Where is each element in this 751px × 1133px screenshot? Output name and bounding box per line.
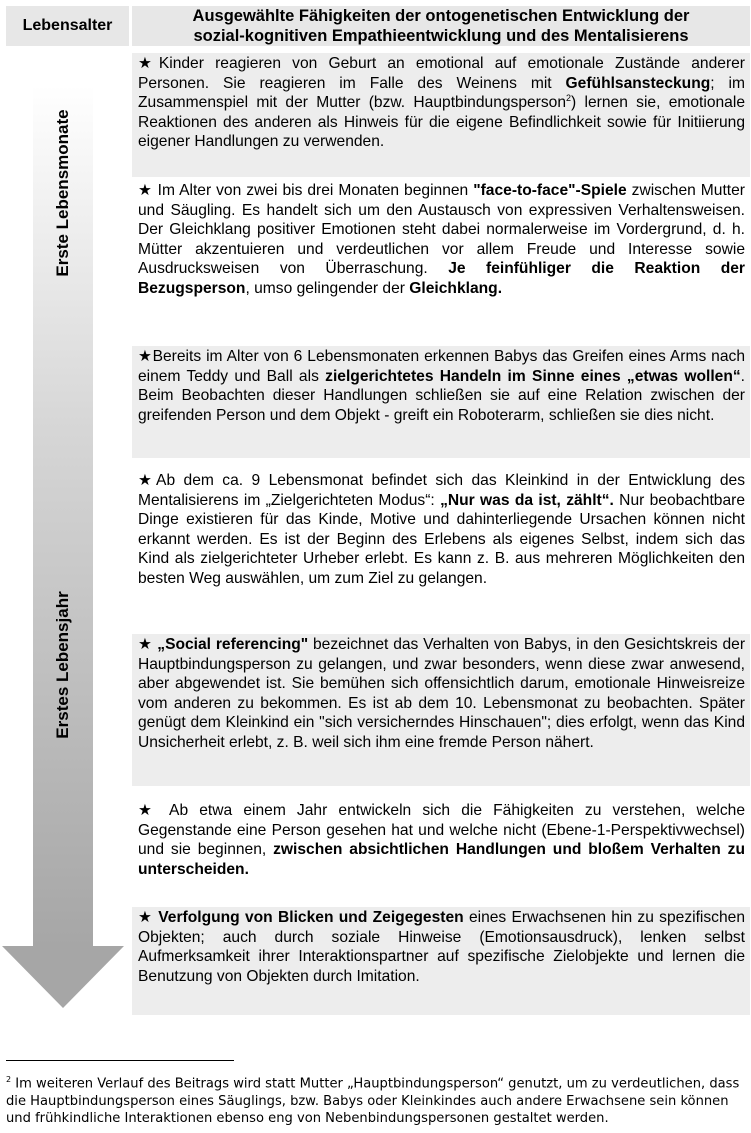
ability-block-text: [138, 347, 745, 425]
body-text: ; im Zusammenspiel mit der Mutter (bzw. Hauptbindungsperson: [138, 74, 745, 112]
stage-label-first-year: Erstes Lebensjahr: [53, 591, 72, 739]
body-text: ★ Ab etwa einem Jahr entwickeln sich die Fähigkeiten zu verstehen, welche Gegenstande eine Person gesehen hat und welche nicht (Ebene-1-Perspektivwechsel) und sie beginnen,: [138, 802, 745, 859]
emphasis-text: „Nur was da ist, zählt“.: [440, 491, 614, 509]
footnote: [6, 1071, 751, 1128]
emphasis-text: zielgerichtetes Handeln im Sinne eines „etwas wollen“: [325, 367, 741, 385]
ability-block-6: [132, 800, 750, 898]
ability-block-1: [132, 53, 750, 177]
timeline-arrow-head: [2, 946, 124, 1008]
body-text: ★Kinder reagieren von Geburt an emotional auf emotionale Zustände anderer Personen. Sie reagieren im Falle des Weinens mit: [138, 55, 745, 92]
body-text: zwischen Mutter und Säugling. Es handelt sich um den Austausch von expressiven Verhaltensweisen. Der Gleichklang positiver Emotionen steht dabei normalerweise im Vordergrund, d. h. Mütter akzentuieren und verdeutlichen vor allem Freude und Interesse sowie Ausdrucksweisen von Überraschung.: [138, 182, 745, 278]
ability-block-2: [132, 180, 750, 334]
body-text: bezeichnet das Verhalten von Babys, in den Gesichtskreis der Hauptbindungsperson zu gelangen, und zwar besonders, wenn diese zwar anwesend, aber abgewendet ist. Sie bemühen sich offensichtlich darum, emotionale Hinweisreize vom anderen zu bekommen. Es ist ab dem 10. Lebensmonat zu beobachten. Später genügt dem Kleinkind ein "sich versicherndes Hinschauen"; dies erfolgt, wenn das Kind Unsicherheit erlebt, z. B. weil sich ihm eine fremde Person nähert.: [138, 636, 746, 751]
body-text: , umso gelingender der: [245, 279, 410, 297]
emphasis-text: Gleichklang.: [409, 279, 503, 297]
footnote-text: Im weiteren Verlauf des Beitrags wird statt Mutter „Hauptbindungsperson“ genutzt, um zu verdeutlichen, dass die Hauptbindungsperson eines Säuglings, bzw. Babys oder Kleinkindes auch andere Erwachsene sein können und frühkindliche Interaktionen ebenso eng von Nebenbindungspersonen gestaltet werden.: [6, 1076, 740, 1127]
body-text: Nur beobachtbare Dinge existieren für das Kinde, Motive und dahinterliegende Ursachen können nicht erkannt werden. Es ist der Beginn des Erlebens als eigenes Selbst, indem sich das Kind als zielgerichteter Urheber erlebt. Es kann z. B. aus mehreren Möglichkeiten den besten Weg auswählen, um zum Ziel zu gelangen.: [138, 491, 745, 587]
ability-block-4: [132, 470, 750, 622]
footnote-marker: 2: [6, 1075, 12, 1084]
emphasis-text: zwischen absichtlichen Handlungen und bloßem Verhalten zu unterscheiden.: [138, 841, 745, 878]
body-text: . Beim Beobachten dieser Handlungen schließen sie auf eine Relation zwischen der greifenden Person und dem Objekt - greift ein Roboterarm, schließen sie dies nicht.: [138, 367, 745, 424]
column-header-abilities-line1: Ausgewählte Fähigkeiten der ontogenetischen Entwicklung der: [192, 7, 690, 25]
column-header-abilities: [132, 6, 750, 46]
body-text: ★: [138, 909, 159, 926]
emphasis-text: Je feinfühliger die Reaktion der Bezugsperson: [138, 260, 745, 297]
emphasis-text: Gefühlsansteckung: [565, 74, 711, 92]
footnote-divider: [6, 1060, 234, 1061]
ability-block-text: [138, 908, 745, 986]
ability-block-text: [138, 54, 745, 152]
column-header-age-label: Lebensalter: [22, 17, 113, 34]
ability-block-text: [138, 801, 745, 879]
emphasis-text: Verfolgung von Blicken und Zeigegesten: [158, 909, 464, 926]
body-text: eines Erwachsenen hin zu spezifischen Objekten; auch durch soziale Hinweise (Emotionsausdruck), lenken selbst Aufmerksamkeit ihrer Interaktionspartner auf spezifische Zielobjekte und lernen die Benutzung von Objekten durch Imitation.: [138, 909, 745, 985]
ability-block-text: [138, 181, 745, 299]
column-header-abilities-line2: sozial-kognitiven Empathieentwicklung und des Mentalisierens: [193, 27, 689, 45]
ability-block-5: [132, 634, 750, 786]
ability-block-text: [138, 635, 745, 753]
emphasis-text: "face-to-face"-Spiele: [473, 182, 627, 199]
body-text: ★ Im Alter von zwei bis drei Monaten beginnen: [138, 182, 474, 199]
ability-block-7: [132, 907, 750, 1015]
ability-block-text: [138, 471, 745, 589]
stage-label-first-months: Erste Lebensmonate: [53, 109, 72, 277]
body-text: ★Bereits im Alter von 6 Lebensmonaten erkennen Babys das Greifen eines Arms nach einem Teddy und Ball als: [138, 348, 745, 385]
body-text: ) lernen sie, emotionale Reaktionen des anderen als Hinweis für die eigene Befindlichkeit sowie für Initiierung eigener Handlungen zu verwenden.: [138, 94, 745, 151]
emphasis-text: „Social referencing": [157, 636, 309, 653]
ability-block-3: [132, 346, 750, 458]
body-text: ★Ab dem ca. 9 Lebensmonat befindet sich das Kleinkind in der Entwicklung des Mentalisierens im „Zielgerichteten Modus“:: [138, 472, 745, 509]
body-text: ★: [138, 636, 158, 653]
footnote-ref: 2: [566, 93, 572, 103]
column-header-age: [6, 6, 129, 46]
